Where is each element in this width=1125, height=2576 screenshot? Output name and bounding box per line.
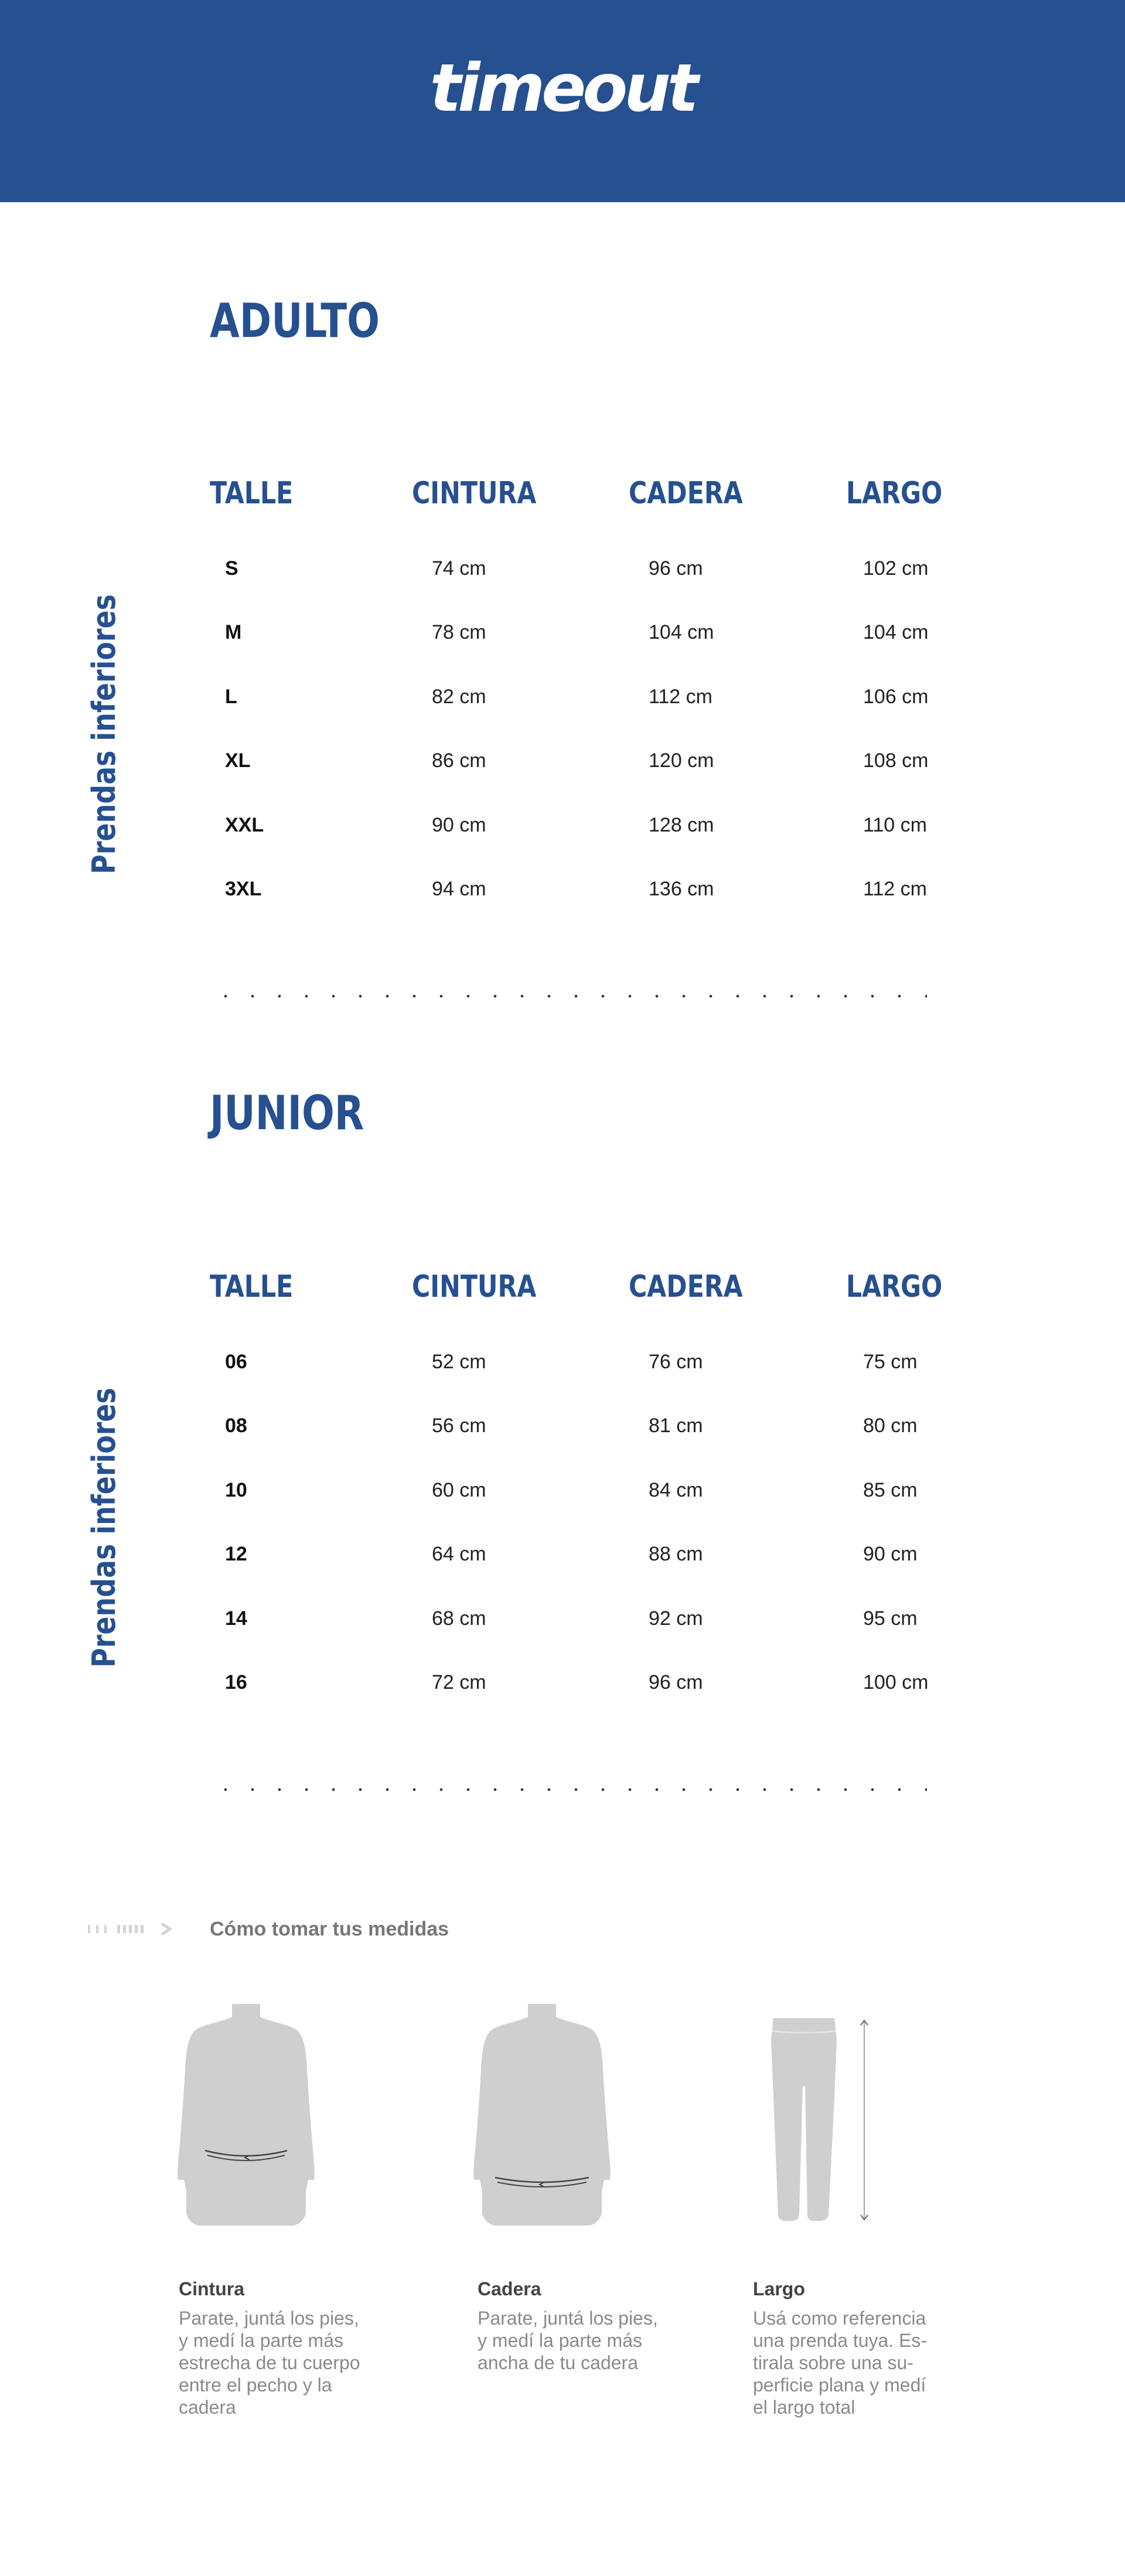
measure-description: Usá como referencia una prenda tuya. Es- tirala sobre una su- perficie plana y medí el largo total	[753, 2308, 928, 2418]
side-label-adulto: Prendas inferiores	[86, 594, 122, 874]
cintura-cell: 78 cm	[432, 621, 486, 643]
size-cell: 08	[225, 1415, 247, 1437]
waist-figure-icon	[176, 2004, 316, 2227]
column-header-cintura: CINTURA	[412, 476, 537, 511]
largo-cell: 110 cm	[863, 814, 927, 836]
size-cell: 16	[225, 1671, 247, 1694]
largo-cell: 90 cm	[863, 1543, 918, 1565]
section-title-adulto: ADULTO	[210, 294, 380, 348]
measure-description: Parate, juntá los pies, y medí la parte más ancha de tu cadera	[478, 2308, 658, 2373]
cadera-cell: 92 cm	[649, 1607, 703, 1630]
cadera-cell: 84 cm	[649, 1479, 703, 1501]
largo-cell: 108 cm	[863, 749, 929, 772]
largo-cell: 95 cm	[863, 1607, 918, 1630]
column-header-talle: TALLE	[210, 476, 294, 511]
cintura-cell: 86 cm	[432, 749, 486, 772]
cintura-cell: 60 cm	[432, 1479, 486, 1501]
how-to-title: Cómo tomar tus medidas	[210, 1918, 449, 1940]
column-header-talle: TALLE	[210, 1269, 294, 1304]
cintura-cell: 52 cm	[432, 1351, 486, 1373]
cadera-cell: 104 cm	[649, 621, 714, 643]
column-header-cadera: CADERA	[629, 1269, 743, 1304]
column-header-cadera: CADERA	[629, 476, 743, 511]
column-header-largo: LARGO	[846, 476, 943, 511]
largo-cell: 106 cm	[863, 686, 929, 708]
size-cell: 12	[225, 1543, 247, 1565]
largo-cell: 102 cm	[863, 557, 929, 580]
cadera-cell: 88 cm	[649, 1543, 703, 1565]
largo-cell: 85 cm	[863, 1479, 918, 1501]
pants-length-icon	[762, 2016, 879, 2227]
size-cell: L	[225, 686, 237, 708]
dotted-divider	[212, 1788, 927, 1791]
cadera-cell: 128 cm	[649, 814, 714, 836]
size-cell: S	[225, 557, 238, 580]
column-header-cintura: CINTURA	[412, 1269, 537, 1304]
dotted-divider	[212, 994, 927, 998]
cintura-cell: 94 cm	[432, 878, 486, 900]
cintura-cell: 68 cm	[432, 1607, 486, 1630]
largo-cell: 104 cm	[863, 621, 929, 643]
arrow-right-icon	[88, 1922, 173, 1936]
measure-title: Cintura	[179, 2278, 244, 2299]
cadera-cell: 120 cm	[649, 749, 714, 772]
cadera-cell: 136 cm	[649, 878, 714, 900]
section-title-junior: JUNIOR	[210, 1086, 364, 1140]
cintura-cell: 64 cm	[432, 1543, 486, 1565]
largo-cell: 100 cm	[863, 1671, 929, 1694]
measure-title: Cadera	[478, 2278, 541, 2299]
size-cell: M	[225, 621, 242, 643]
cadera-cell: 96 cm	[649, 557, 703, 580]
largo-cell: 80 cm	[863, 1415, 918, 1437]
cintura-cell: 90 cm	[432, 814, 486, 836]
cadera-cell: 96 cm	[649, 1671, 703, 1694]
cadera-cell: 76 cm	[649, 1351, 703, 1373]
cintura-cell: 56 cm	[432, 1415, 486, 1437]
side-label-junior: Prendas inferiores	[86, 1388, 122, 1668]
measure-title: Largo	[753, 2278, 805, 2299]
size-cell: XXL	[225, 814, 264, 836]
size-cell: 3XL	[225, 878, 262, 900]
size-cell: XL	[225, 749, 251, 772]
largo-cell: 112 cm	[863, 878, 927, 900]
size-cell: 10	[225, 1479, 247, 1501]
measure-description: Parate, juntá los pies, y medí la parte más estrecha de tu cuerpo entre el pecho y la cadera	[179, 2308, 360, 2418]
cintura-cell: 82 cm	[432, 686, 486, 708]
size-cell: 06	[225, 1351, 247, 1373]
cintura-cell: 74 cm	[432, 557, 486, 580]
column-header-largo: LARGO	[846, 1269, 943, 1304]
largo-cell: 75 cm	[863, 1351, 918, 1373]
timeout-logo[interactable]: timeout	[429, 50, 696, 127]
hip-figure-icon	[472, 2004, 612, 2227]
site-header	[0, 0, 1125, 202]
size-cell: 14	[225, 1607, 247, 1630]
cadera-cell: 112 cm	[649, 686, 712, 708]
cintura-cell: 72 cm	[432, 1671, 486, 1694]
cadera-cell: 81 cm	[649, 1415, 703, 1437]
